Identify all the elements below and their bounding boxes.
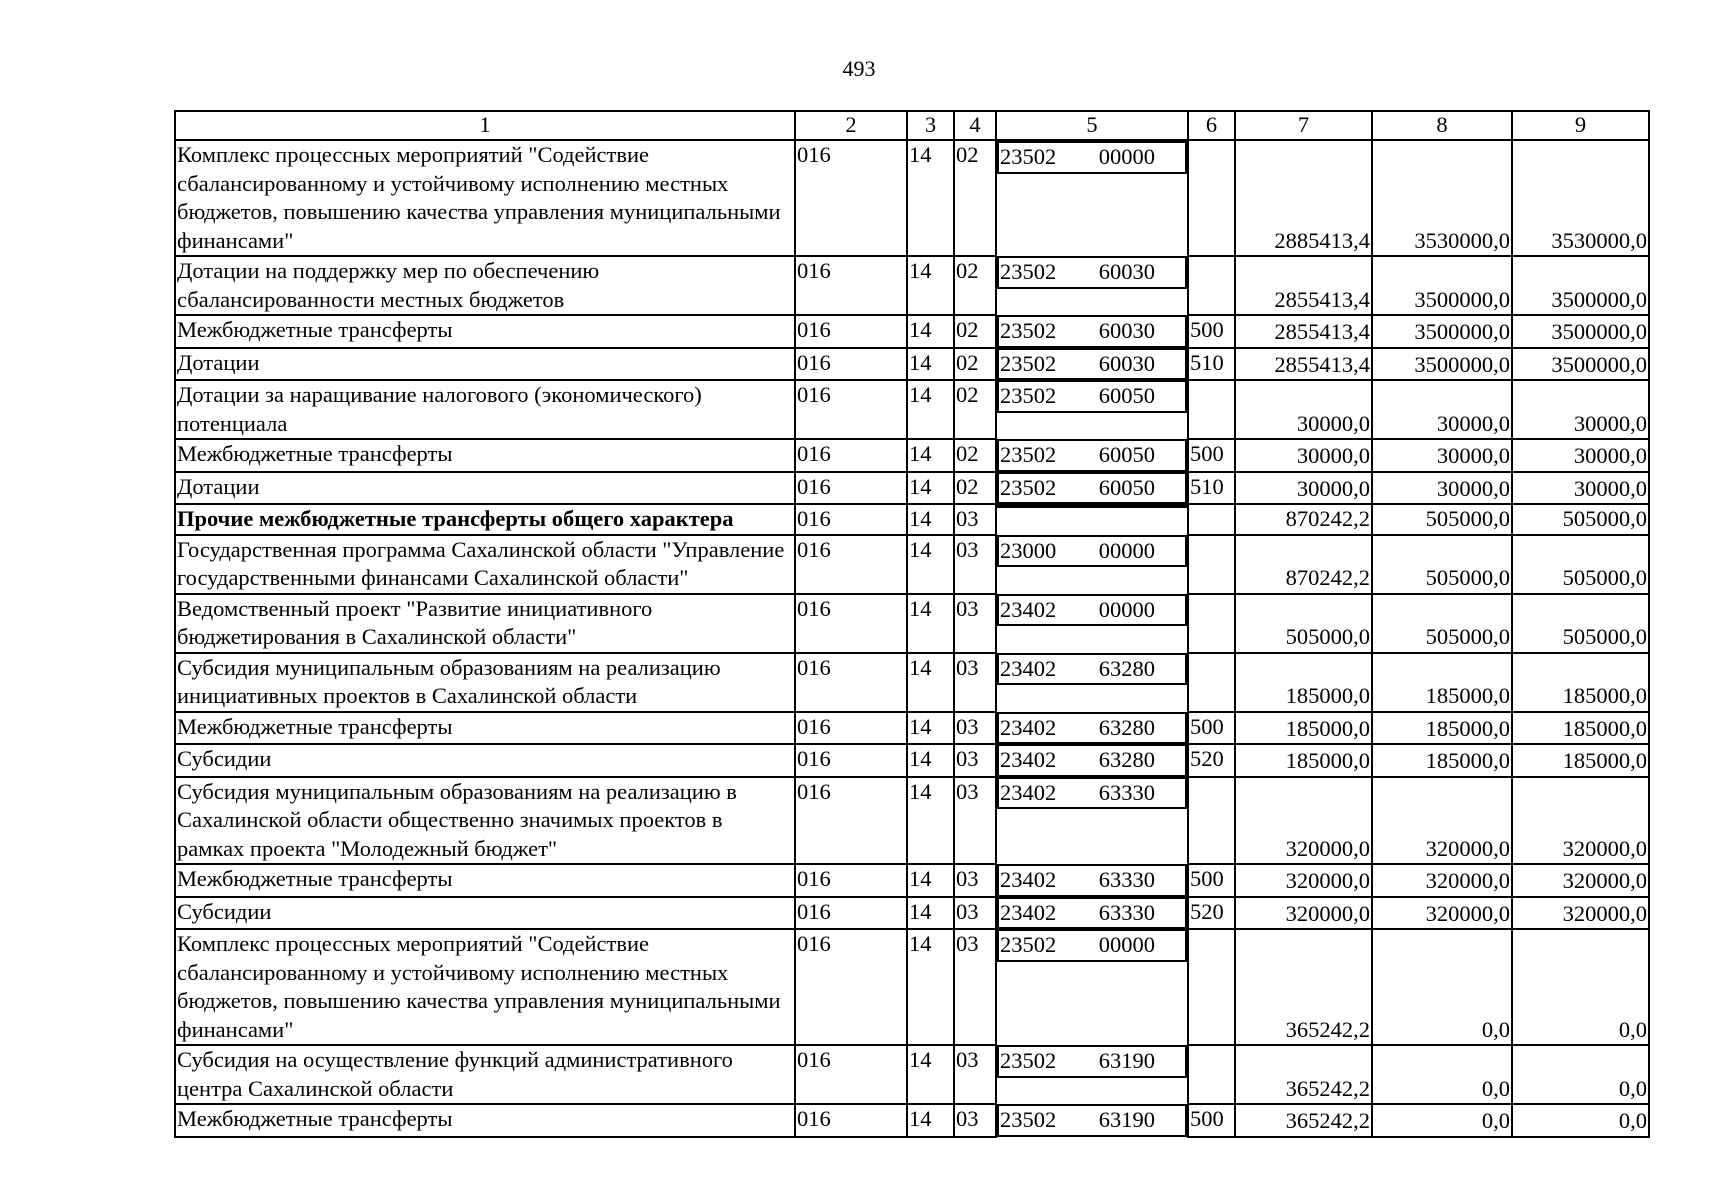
table-row [175, 929, 1649, 1045]
row-amount-9: 0,0 [1512, 1104, 1649, 1137]
row-name: Комплекс процессных мероприятий "Содействие сбалансированному и устойчивому исполнению местных бюджетов, повышению качества управления муниципальными финансами" [175, 140, 795, 256]
row-name: Дотации [175, 348, 795, 381]
row-amount-7: 365242,2 [1235, 1045, 1372, 1104]
row-grbs: 016 [795, 535, 907, 594]
row-csr-program: 23402 [1000, 655, 1057, 681]
row-csr-program: 23502 [1000, 442, 1057, 467]
row-section: 14 [907, 744, 954, 777]
col-header-4: 4 [954, 111, 996, 140]
row-grbs: 016 [795, 777, 907, 865]
row-expense-type [1188, 929, 1235, 1045]
row-amount-9: 3500000,0 [1512, 348, 1649, 381]
col-header-9: 9 [1512, 111, 1649, 140]
row-csr-program: 23502 [1000, 474, 1057, 500]
table-body [175, 140, 1649, 1137]
row-expense-type: 500 [1188, 1104, 1235, 1137]
row-amount-8: 3500000,0 [1372, 348, 1512, 381]
row-target-article [997, 380, 1187, 413]
row-subsection: 03 [954, 504, 996, 535]
table-row [175, 1045, 1649, 1104]
row-section: 14 [907, 472, 954, 505]
row-target-article [997, 472, 1187, 505]
row-csr-direction: 60050 [1098, 474, 1155, 500]
row-expense-type: 520 [1188, 744, 1235, 777]
row-name: Субсидия муниципальным образованиям на реализацию инициативных проектов в Сахалинской области [175, 653, 795, 712]
table-row [175, 504, 1649, 535]
row-csr-program: 23502 [1000, 1107, 1057, 1132]
row-amount-8: 3530000,0 [1372, 140, 1512, 256]
row-grbs: 016 [795, 439, 907, 472]
row-subsection: 03 [954, 744, 996, 777]
row-name: Субсидия на осуществление функций административного центра Сахалинской области [175, 1045, 795, 1104]
row-subsection: 03 [954, 929, 996, 1045]
row-csr-direction: 60030 [1098, 259, 1155, 284]
row-amount-9: 505000,0 [1512, 504, 1649, 535]
row-grbs: 016 [795, 256, 907, 315]
row-subsection: 02 [954, 140, 996, 256]
table-row [175, 712, 1649, 745]
row-csr-program: 23402 [1000, 867, 1057, 892]
row-amount-9: 30000,0 [1512, 439, 1649, 472]
row-csr-direction: 63280 [1098, 714, 1155, 740]
row-subsection: 02 [954, 472, 996, 505]
row-grbs: 016 [795, 897, 907, 930]
row-amount-9: 185000,0 [1512, 712, 1649, 745]
row-csr-program: 23402 [1000, 714, 1057, 740]
row-amount-9: 3530000,0 [1512, 140, 1649, 256]
row-amount-9: 320000,0 [1512, 897, 1649, 930]
row-amount-7: 2885413,4 [1235, 140, 1372, 256]
row-csr-program: 23502 [1000, 350, 1057, 376]
row-subsection: 03 [954, 712, 996, 745]
row-expense-type: 500 [1188, 864, 1235, 897]
row-grbs: 016 [795, 472, 907, 505]
row-target-article [997, 777, 1187, 810]
row-expense-type: 500 [1188, 439, 1235, 472]
col-header-8: 8 [1372, 111, 1512, 140]
row-csr-direction: 63280 [1098, 655, 1155, 681]
row-name: Ведомственный проект "Развитие инициативного бюджетирования в Сахалинской области" [175, 594, 795, 653]
row-subsection: 02 [954, 348, 996, 381]
row-amount-7: 185000,0 [1235, 653, 1372, 712]
row-grbs: 016 [795, 504, 907, 535]
row-grbs: 016 [795, 744, 907, 777]
row-amount-7: 2855413,4 [1235, 348, 1372, 381]
row-amount-8: 505000,0 [1372, 535, 1512, 594]
row-target-article [997, 712, 1187, 745]
table-row [175, 535, 1649, 594]
row-amount-9: 185000,0 [1512, 744, 1649, 777]
row-expense-type: 520 [1188, 897, 1235, 930]
row-amount-8: 505000,0 [1372, 594, 1512, 653]
row-grbs: 016 [795, 712, 907, 745]
row-subsection: 03 [954, 594, 996, 653]
row-amount-7: 185000,0 [1235, 744, 1372, 777]
row-amount-9: 30000,0 [1512, 472, 1649, 505]
row-csr-direction: 00000 [1098, 932, 1155, 957]
row-csr-program: 23402 [1000, 899, 1057, 925]
row-amount-8: 320000,0 [1372, 897, 1512, 930]
row-csr-program: 23502 [1000, 383, 1057, 408]
table-row [175, 315, 1649, 348]
row-amount-9: 30000,0 [1512, 380, 1649, 439]
table-row [175, 348, 1649, 381]
row-amount-9: 0,0 [1512, 929, 1649, 1045]
row-amount-8: 185000,0 [1372, 653, 1512, 712]
row-amount-8: 185000,0 [1372, 744, 1512, 777]
row-section: 14 [907, 315, 954, 348]
row-section: 14 [907, 777, 954, 865]
col-header-1: 1 [175, 111, 795, 140]
row-grbs: 016 [795, 380, 907, 439]
row-name: Государственная программа Сахалинской области "Управление государственными финансами Сахалинской области" [175, 535, 795, 594]
row-csr-direction: 63190 [1098, 1107, 1155, 1132]
row-amount-7: 320000,0 [1235, 864, 1372, 897]
row-section: 14 [907, 1045, 954, 1104]
row-csr-program: 23402 [1000, 779, 1057, 805]
row-expense-type [1188, 504, 1235, 535]
row-amount-8: 3500000,0 [1372, 315, 1512, 348]
row-expense-type [1188, 256, 1235, 315]
row-amount-8: 505000,0 [1372, 504, 1512, 535]
row-subsection: 03 [954, 864, 996, 897]
row-target-article [997, 929, 1187, 962]
row-name: Комплекс процессных мероприятий "Содействие сбалансированному и устойчивому исполнению местных бюджетов, повышению качества управления муниципальными финансами" [175, 929, 795, 1045]
col-header-7: 7 [1235, 111, 1372, 140]
row-amount-9: 0,0 [1512, 1045, 1649, 1104]
row-subsection: 02 [954, 315, 996, 348]
row-amount-7: 185000,0 [1235, 712, 1372, 745]
row-amount-9: 505000,0 [1512, 594, 1649, 653]
table-row [175, 472, 1649, 505]
row-csr-direction: 63330 [1098, 779, 1155, 805]
row-csr-program: 23502 [1000, 259, 1057, 284]
row-expense-type [1188, 653, 1235, 712]
row-amount-9: 3500000,0 [1512, 256, 1649, 315]
row-section: 14 [907, 380, 954, 439]
row-amount-7: 2855413,4 [1235, 315, 1372, 348]
row-subsection: 03 [954, 777, 996, 865]
page-number: 493 [842, 56, 876, 81]
row-amount-9: 185000,0 [1512, 653, 1649, 712]
row-subsection: 02 [954, 380, 996, 439]
row-csr-direction: 00000 [1098, 537, 1155, 563]
row-subsection: 03 [954, 653, 996, 712]
row-expense-type [1188, 380, 1235, 439]
row-target-article [997, 315, 1187, 348]
row-csr-program: 23502 [1000, 932, 1057, 957]
row-csr-direction: 63280 [1098, 747, 1155, 772]
row-amount-7: 870242,2 [1235, 504, 1372, 535]
row-amount-7: 2855413,4 [1235, 256, 1372, 315]
row-subsection: 03 [954, 897, 996, 930]
row-csr-direction: 60050 [1098, 442, 1155, 467]
row-expense-type [1188, 777, 1235, 865]
row-amount-9: 320000,0 [1512, 777, 1649, 865]
col-header-2: 2 [795, 111, 907, 140]
row-csr-program: 23402 [1000, 747, 1057, 772]
table-row [175, 1104, 1649, 1137]
row-amount-7: 30000,0 [1235, 472, 1372, 505]
row-amount-7: 320000,0 [1235, 777, 1372, 865]
row-grbs: 016 [795, 594, 907, 653]
row-amount-7: 505000,0 [1235, 594, 1372, 653]
row-amount-8: 0,0 [1372, 929, 1512, 1045]
row-target-article [997, 744, 1187, 777]
row-expense-type [1188, 140, 1235, 256]
table-row [175, 653, 1649, 712]
row-csr-direction: 63330 [1098, 899, 1155, 925]
row-target-article [997, 439, 1187, 472]
row-amount-8: 3500000,0 [1372, 256, 1512, 315]
row-name: Межбюджетные трансферты [175, 1104, 795, 1137]
table-row [175, 744, 1649, 777]
row-target-article [997, 348, 1187, 381]
row-target-article [997, 141, 1187, 174]
row-target-article [997, 1104, 1187, 1137]
row-csr-program: 23502 [1000, 1048, 1057, 1073]
table-row [175, 897, 1649, 930]
row-grbs: 016 [795, 348, 907, 381]
row-csr-direction: 00000 [1098, 144, 1155, 169]
row-grbs: 016 [795, 929, 907, 1045]
row-section: 14 [907, 864, 954, 897]
row-csr-direction: 60030 [1098, 318, 1155, 343]
row-section: 14 [907, 929, 954, 1045]
row-section: 14 [907, 712, 954, 745]
row-amount-8: 30000,0 [1372, 472, 1512, 505]
row-subsection: 02 [954, 439, 996, 472]
row-expense-type: 500 [1188, 315, 1235, 348]
row-target-article [997, 897, 1187, 930]
row-amount-7: 365242,2 [1235, 929, 1372, 1045]
table-row [175, 140, 1649, 256]
col-header-6: 6 [1188, 111, 1235, 140]
row-target-article [997, 594, 1187, 627]
row-name: Межбюджетные трансферты [175, 315, 795, 348]
row-section: 14 [907, 140, 954, 256]
table-row [175, 380, 1649, 439]
header-row [175, 111, 1649, 140]
row-grbs: 016 [795, 653, 907, 712]
row-name: Межбюджетные трансферты [175, 439, 795, 472]
row-target-article [997, 535, 1187, 568]
row-amount-9: 505000,0 [1512, 535, 1649, 594]
row-amount-7: 870242,2 [1235, 535, 1372, 594]
row-target-article [997, 653, 1187, 686]
row-grbs: 016 [795, 1104, 907, 1137]
row-csr-program: 23502 [1000, 318, 1057, 343]
row-expense-type: 510 [1188, 348, 1235, 381]
row-csr-direction: 63190 [1098, 1048, 1155, 1073]
row-amount-8: 30000,0 [1372, 380, 1512, 439]
col-header-3: 3 [907, 111, 954, 140]
row-target-article [997, 864, 1187, 897]
table-row [175, 777, 1649, 865]
row-grbs: 016 [795, 140, 907, 256]
row-expense-type: 510 [1188, 472, 1235, 505]
row-csr-direction: 00000 [1098, 596, 1155, 622]
row-amount-7: 30000,0 [1235, 439, 1372, 472]
table-row [175, 439, 1649, 472]
row-amount-9: 320000,0 [1512, 864, 1649, 897]
table-row [175, 864, 1649, 897]
row-amount-9: 3500000,0 [1512, 315, 1649, 348]
row-expense-type [1188, 1045, 1235, 1104]
row-section: 14 [907, 504, 954, 535]
row-target-article [997, 1045, 1187, 1078]
row-amount-7: 365242,2 [1235, 1104, 1372, 1137]
row-section: 14 [907, 653, 954, 712]
row-amount-7: 320000,0 [1235, 897, 1372, 930]
row-subsection: 03 [954, 1045, 996, 1104]
row-subsection: 03 [954, 1104, 996, 1137]
row-amount-8: 185000,0 [1372, 712, 1512, 745]
budget-table [174, 110, 1650, 1138]
row-section: 14 [907, 256, 954, 315]
row-amount-8: 320000,0 [1372, 864, 1512, 897]
row-section: 14 [907, 439, 954, 472]
row-csr-direction: 60050 [1098, 383, 1155, 408]
row-name: Дотации за наращивание налогового (экономического) потенциала [175, 380, 795, 439]
row-name: Прочие межбюджетные трансферты общего характера [175, 504, 795, 535]
row-csr-program: 23402 [1000, 596, 1057, 622]
row-amount-8: 0,0 [1372, 1045, 1512, 1104]
row-csr-direction: 63330 [1098, 867, 1155, 892]
row-section: 14 [907, 535, 954, 594]
row-subsection: 02 [954, 256, 996, 315]
row-amount-8: 30000,0 [1372, 439, 1512, 472]
row-name: Субсидии [175, 744, 795, 777]
row-section: 14 [907, 1104, 954, 1137]
row-name: Межбюджетные трансферты [175, 864, 795, 897]
row-csr-program: 23000 [1000, 537, 1057, 563]
row-section: 14 [907, 594, 954, 653]
table-row [175, 594, 1649, 653]
row-amount-8: 0,0 [1372, 1104, 1512, 1137]
row-csr-direction: 60030 [1098, 350, 1155, 376]
row-grbs: 016 [795, 315, 907, 348]
row-name: Субсидия муниципальным образованиям на реализацию в Сахалинской области общественно значимых проектов в рамках проекта "Молодежный бюджет" [175, 777, 795, 865]
row-name: Дотации [175, 472, 795, 505]
row-csr-program: 23502 [1000, 144, 1057, 169]
row-subsection: 03 [954, 535, 996, 594]
row-target-article [997, 504, 1187, 508]
row-amount-8: 320000,0 [1372, 777, 1512, 865]
row-section: 14 [907, 897, 954, 930]
row-expense-type [1188, 594, 1235, 653]
row-section: 14 [907, 348, 954, 381]
col-header-5: 5 [996, 111, 1188, 140]
row-name: Дотации на поддержку мер по обеспечению сбалансированности местных бюджетов [175, 256, 795, 315]
row-expense-type [1188, 535, 1235, 594]
row-grbs: 016 [795, 1045, 907, 1104]
row-amount-7: 30000,0 [1235, 380, 1372, 439]
row-grbs: 016 [795, 864, 907, 897]
row-target-article [997, 256, 1187, 289]
row-name: Субсидии [175, 897, 795, 930]
table-row [175, 256, 1649, 315]
row-expense-type: 500 [1188, 712, 1235, 745]
row-name: Межбюджетные трансферты [175, 712, 795, 745]
